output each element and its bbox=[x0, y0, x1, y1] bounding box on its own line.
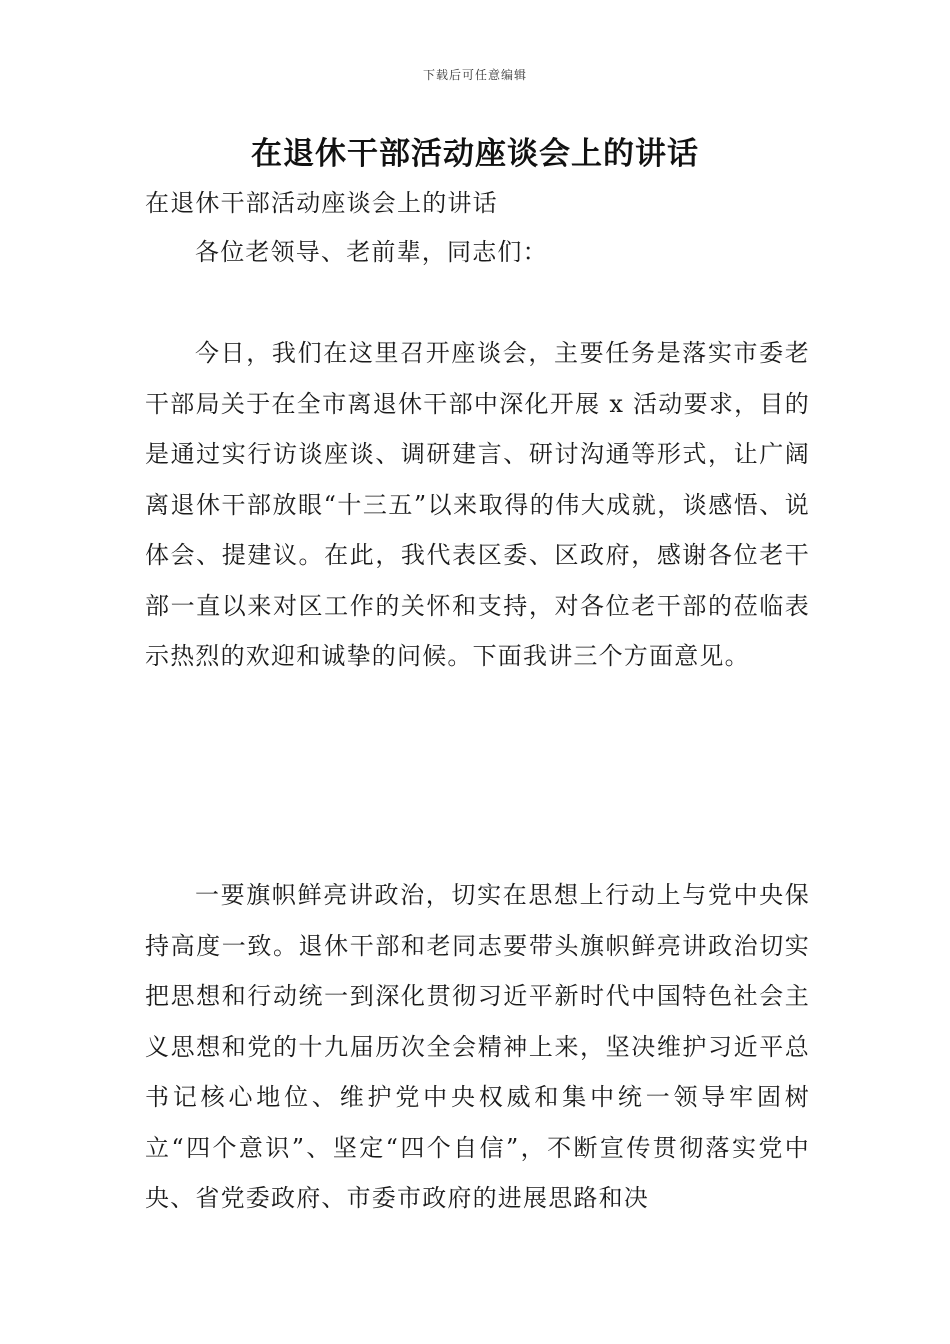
header-note: 下载后可任意编辑 bbox=[422, 68, 527, 82]
greeting: 各位老领导、老前辈，同志们： bbox=[195, 238, 548, 266]
document-subtitle: 在退休干部活动座谈会上的讲话 bbox=[145, 189, 498, 217]
document-title: 在退休干部活动座谈会上的讲话 bbox=[251, 136, 699, 172]
paragraph-intro: 今日，我们在这里召开座谈会，主要任务是落实市委老干部局关于在全市离退休干部中深化开展 x 活动要求，目的是通过实行访谈座谈、调研建言、研讨沟通等形式，让广阔离退休干部放眼“十三五”以来取得的伟大成就，谈感悟、说体会、提建议。在此，我代表区委、区政府，感谢各位老干部一直以来对区工作的关怀和支持，对各位老干部的莅临表示热烈的欢迎和诚挚的问候。下面我讲三个方面意见。 bbox=[145, 339, 810, 670]
paragraph-point-one: 一要旗帜鲜亮讲政治，切实在思想上行动上与党中央保持高度一致。退休干部和老同志要带头旗帜鲜亮讲政治切实把思想和行动统一到深化贯彻习近平新时代中国特色社会主义思想和党的十九届历次全会精神上来，坚决维护习近平总书记核心地位、维护党中央权威和集中统一领导牢固树立“四个意识”、坚定“四个自信”，不断宣传贯彻落实党中央、省党委政府、市委市政府的进展思路和决 bbox=[145, 881, 810, 1212]
